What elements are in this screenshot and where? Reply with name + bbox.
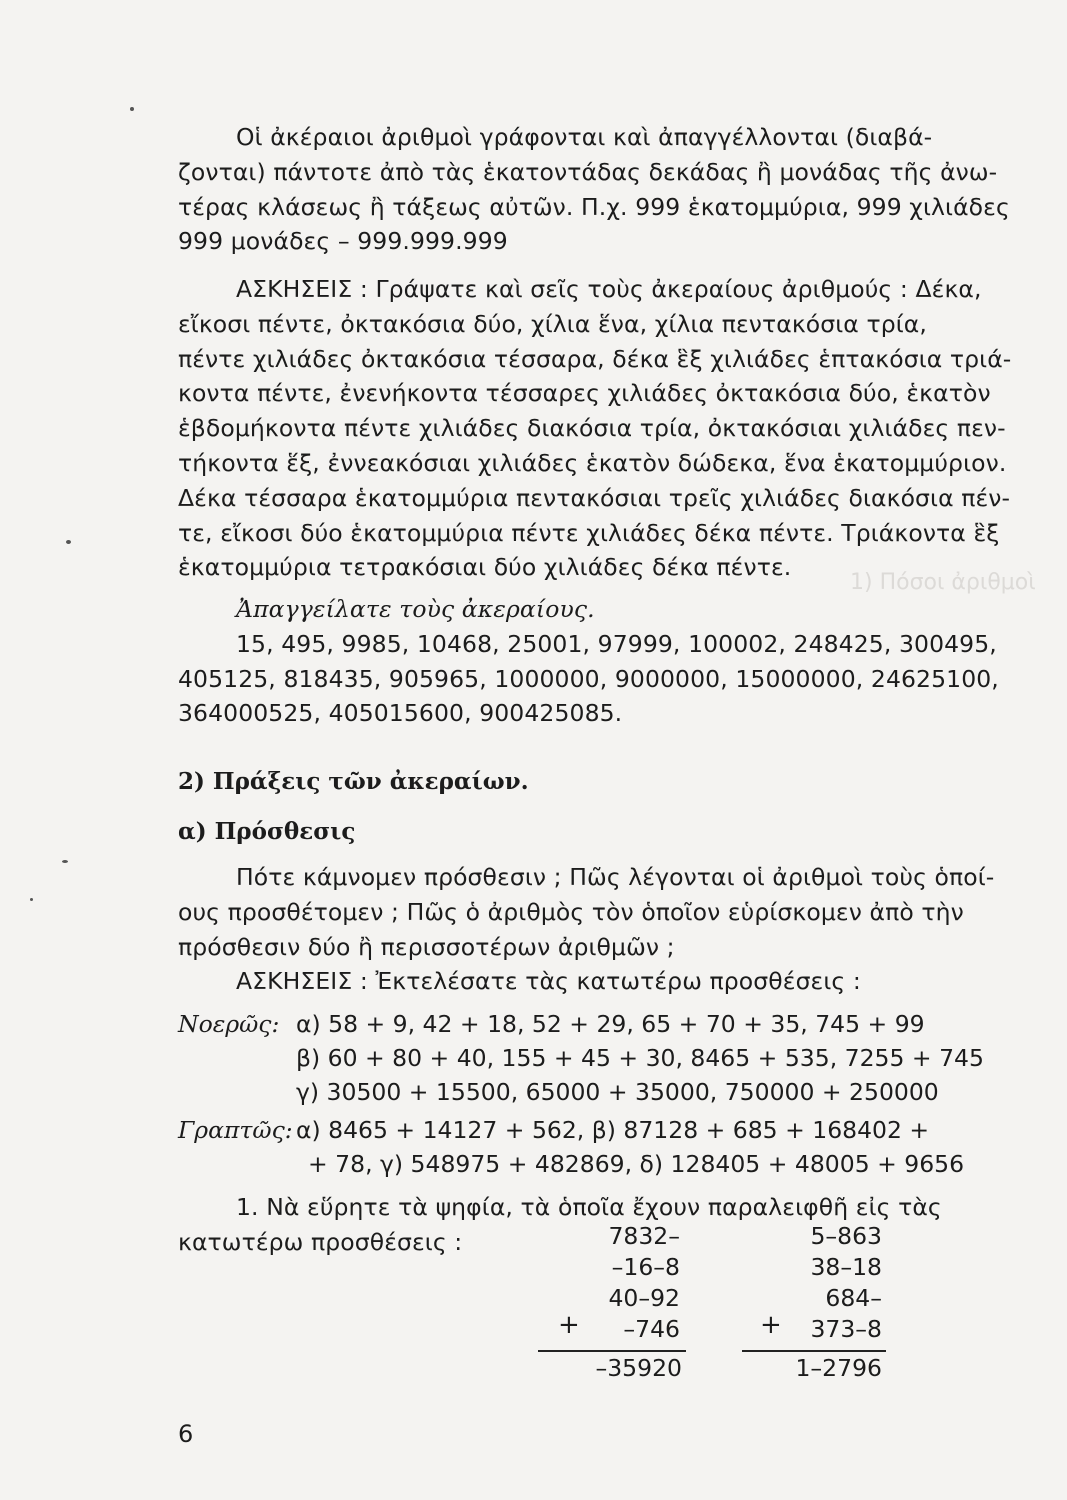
addend: 373–8 xyxy=(810,1315,882,1343)
mental-line: γ) 30500 + 15500, 65000 + 35000, 750000 + 250000 xyxy=(296,1078,939,1106)
exercise-line: τε, εἴκοσι δύο ἑκατομμύρια πέντε χιλιάδες δέκα πέντε. Τριάκοντα ἓξ xyxy=(178,518,1000,547)
exercise-line: ἑβδομήκοντα πέντε χιλιάδες διακόσια τρία, ὀκτακόσιαι χιλιάδες πεν- xyxy=(178,414,1006,443)
addend: –746 xyxy=(623,1315,680,1343)
intro-line: τέρας κλάσεως ἢ τάξεως αὐτῶν. Π.χ. 999 ἑκατομμύρια, 999 χιλιάδες xyxy=(178,192,1010,221)
written-label: Γραπτῶς: xyxy=(178,1116,293,1144)
task-line: κατωτέρω προσθέσεις : xyxy=(178,1227,463,1256)
written-row xyxy=(308,1150,964,1178)
question-line: πρόσθεσιν δύο ἢ περισσοτέρων ἀριθμῶν ; xyxy=(178,932,675,961)
mental-line: α) 58 + 9, 42 + 18, 52 + 29, 65 + 70 + 35, 745 + 99 xyxy=(296,1010,925,1038)
question-line: Πότε κάμνομεν πρόσθεσιν ; Πῶς λέγονται οἱ ἀριθμοὶ τοὺς ὁποί- xyxy=(236,863,995,891)
exercise-line: Δέκα τέσσαρα ἑκατομμύρια πεντακόσιαι τρεῖς χιλιάδες διακόσια πέν- xyxy=(178,483,1011,512)
addend: 38–18 xyxy=(810,1253,882,1281)
print-speck xyxy=(30,898,33,901)
sum-1-rule xyxy=(538,1350,686,1352)
exercise-line: πέντε χιλιάδες ὀκτακόσια τέσσαρα, δέκα ἓξ χιλιάδες ἑπτακόσια τριά- xyxy=(178,344,1012,373)
plus-sign: + xyxy=(558,1310,580,1340)
numbers-line: 364000525, 405015600, 900425085. xyxy=(178,699,623,728)
intro-line: 999 μονάδες – 999.999.999 xyxy=(178,227,508,256)
intro-line: Οἱ ἀκέραιοι ἀριθμοὶ γράφονται καὶ ἀπαγγέλλονται (διαβά- xyxy=(236,123,933,151)
addend: 40–92 xyxy=(608,1284,680,1312)
mental-row xyxy=(178,1078,939,1106)
page-number: 6 xyxy=(178,1420,194,1448)
announce-title: Ἀπαγγείλατε τοὺς ἀκεραίους. xyxy=(236,595,595,623)
addend: –16–8 xyxy=(611,1253,680,1281)
mental-line: β) 60 + 80 + 40, 155 + 45 + 30, 8465 + 535, 7255 + 745 xyxy=(296,1044,984,1072)
show-through-text: 1) Πόσοι ἀριθμοὶ xyxy=(850,570,1036,595)
mental-row xyxy=(178,1044,984,1072)
plus-sign: + xyxy=(760,1310,782,1340)
sum-1-result: –35920 xyxy=(595,1354,682,1382)
numbers-line: 405125, 818435, 905965, 1000000, 9000000, 15000000, 24625100, xyxy=(178,664,999,693)
print-speck xyxy=(62,860,68,863)
written-line: α) 8465 + 14127 + 562, β) 87128 + 685 + 168402 + xyxy=(296,1116,930,1144)
task-line: 1. Νὰ εὕρητε τὰ ψηφία, τὰ ὁποῖα ἔχουν παραλειφθῆ εἰς τὰς xyxy=(236,1193,942,1221)
intro-line: ζονται) πάντοτε ἀπὸ τὰς ἑκατοντάδας δεκάδας ἢ μονάδας τῆς ἀνω- xyxy=(178,157,998,186)
numbers-line: 15, 495, 9985, 10468, 25001, 97999, 100002, 248425, 300495, xyxy=(236,629,997,658)
announce-block xyxy=(178,592,1024,731)
question-line: ους προσθέτομεν ; Πῶς ὁ ἀριθμὸς τὸν ὁποῖον εὑρίσκομεν ἀπὸ τὴν xyxy=(178,897,964,926)
exercise-line: εἴκοσι πέντε, ὀκτακόσια δύο, χίλια ἕνα, χίλια πεντακόσια τρία, xyxy=(178,309,927,338)
exercise-1-paragraph xyxy=(178,272,1024,585)
print-speck xyxy=(130,107,134,111)
sum-2-rule xyxy=(742,1350,886,1352)
exercise-line: ΑΣΚΗΣΕΙΣ : Γράψατε καὶ σεῖς τοὺς ἀκεραίους ἀριθμούς : Δέκα, xyxy=(236,275,982,303)
exercise-2-title: ΑΣΚΗΣΕΙΣ : Ἐκτελέσατε τὰς κατωτέρω προσθέσεις : xyxy=(236,967,861,996)
questions-paragraph xyxy=(178,860,1024,999)
mental-row xyxy=(178,1010,925,1038)
exercise-line: τήκοντα ἕξ, ἐννεακόσιαι χιλιάδες ἑκατὸν δώδεκα, ἕνα ἑκατομμύριον. xyxy=(178,448,1007,477)
addend: 684– xyxy=(825,1284,882,1312)
intro-paragraph xyxy=(178,120,1024,259)
exercise-line: ἑκατομμύρια τετρακόσιαι δύο χιλιάδες δέκα πέντε. xyxy=(178,553,792,582)
sum-2-result: 1–2796 xyxy=(795,1354,882,1382)
print-speck xyxy=(66,540,71,544)
addend: 7832– xyxy=(608,1222,680,1250)
exercise-line: κοντα πέντε, ἐνενήκοντα τέσσαρες χιλιάδες ὀκτακόσια δύο, ἑκατὸν xyxy=(178,379,991,408)
section-heading: 2) Πράξεις τῶν ἀκεραίων. xyxy=(178,768,529,795)
written-row xyxy=(178,1116,929,1144)
addend: 5–863 xyxy=(810,1222,882,1250)
written-line: + 78, γ) 548975 + 482869, δ) 128405 + 48005 + 9656 xyxy=(308,1150,965,1178)
sub-heading: α) Πρόσθεσις xyxy=(178,818,356,845)
mental-label: Νοερῶς: xyxy=(178,1010,280,1038)
